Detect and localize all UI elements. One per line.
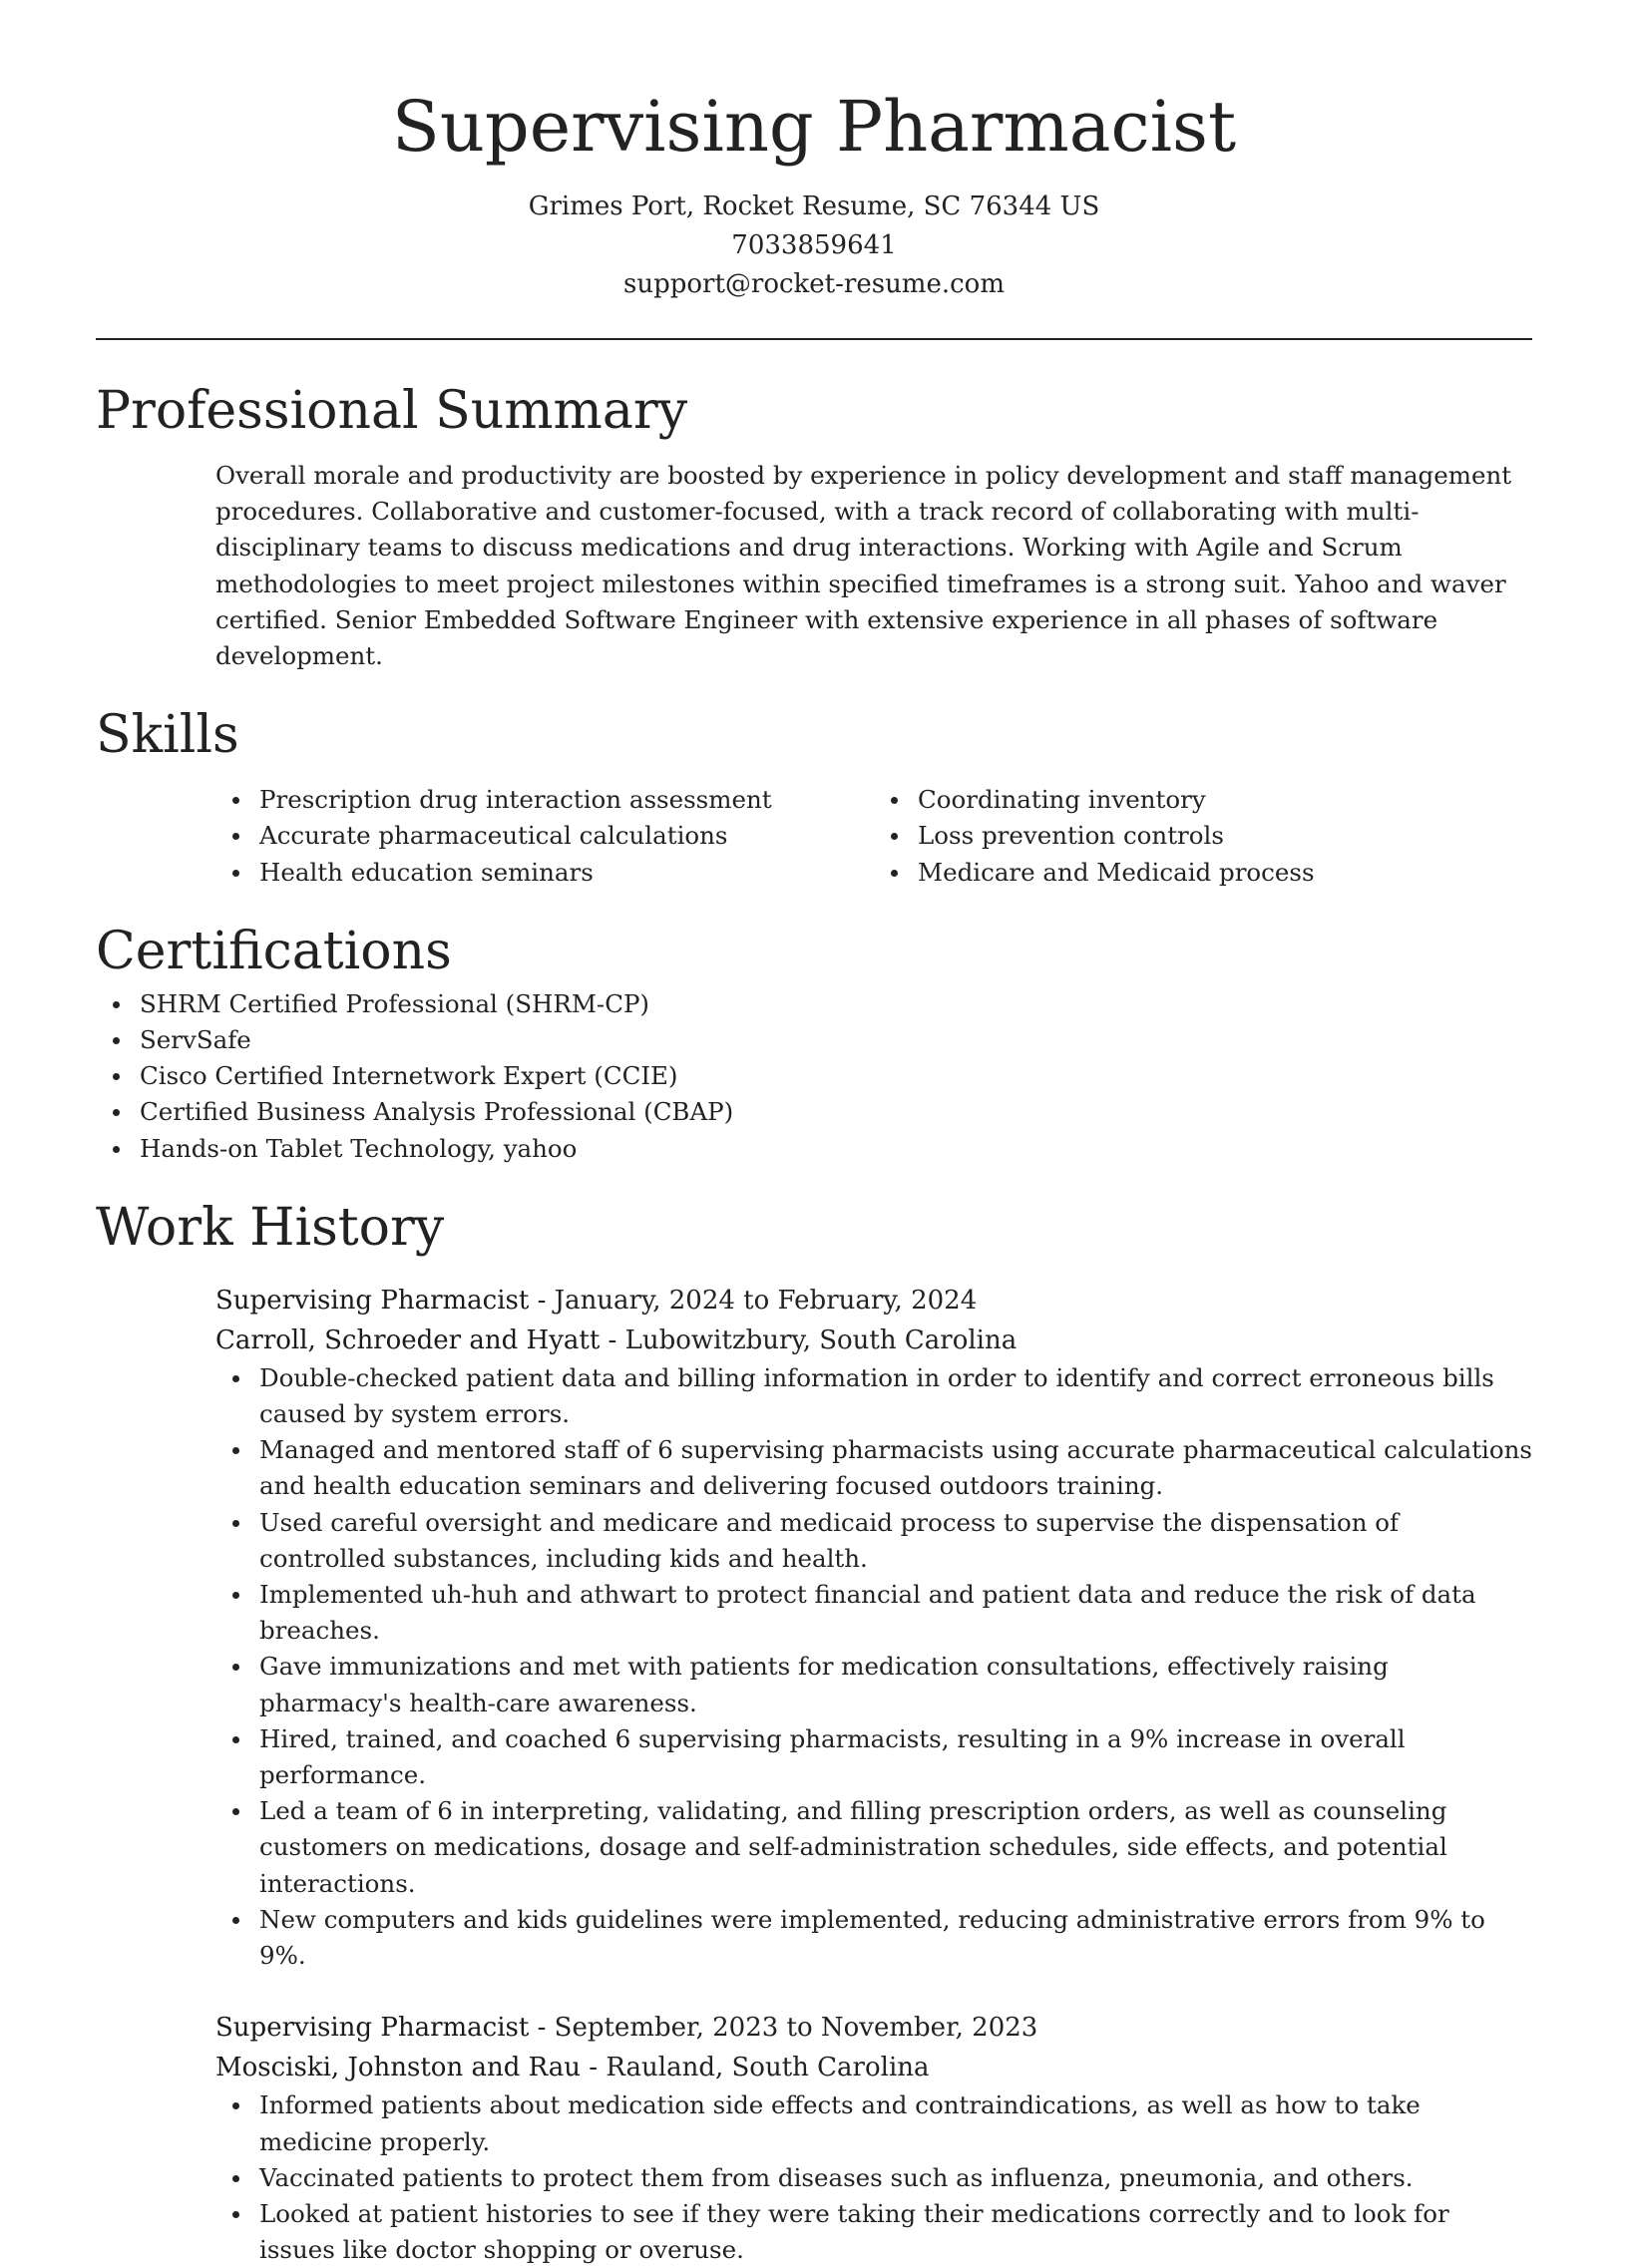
job-bullet: New computers and kids guidelines were implemented, reducing administrative errors from 9% to 9%. xyxy=(259,1902,1532,1974)
job-role: Supervising Pharmacist xyxy=(215,1285,530,1316)
certifications-list xyxy=(96,986,1532,1167)
skills-heading: Skills xyxy=(96,705,239,766)
contact-info xyxy=(96,188,1532,304)
skill-item: Medicare and Medicaid process xyxy=(918,855,1532,891)
job-bullet: Vaccinated patients to protect them from diseases such as influenza, pneumonia, and others. xyxy=(259,2160,1532,2196)
skills-list-right xyxy=(874,782,1532,891)
job-company: Carroll, Schroeder and Hyatt xyxy=(215,1324,601,1355)
work-history-section xyxy=(96,1193,1532,2268)
job-bullet: Double-checked patient data and billing information in order to identify and correct erroneous bills caused by system errors. xyxy=(259,1360,1532,1432)
job-entry xyxy=(215,2008,1532,2268)
contact-email: support@rocket-resume.com xyxy=(622,269,1005,299)
certification-item: ServSafe xyxy=(140,1022,1532,1058)
certifications-heading: Certifications xyxy=(96,921,452,981)
certification-item: Cisco Certified Internetwork Expert (CCIE) xyxy=(140,1058,1532,1094)
job-bullet: Managed and mentored staff of 6 supervising pharmacists using accurate pharmaceutical calculations and health education seminars and delivering focused outdoors training. xyxy=(259,1432,1532,1504)
job-role: Supervising Pharmacist xyxy=(215,2013,530,2044)
job-dates: - January, 2024 to February, 2024 xyxy=(529,1285,978,1316)
job-location: - Rauland, South Carolina xyxy=(581,2053,930,2083)
summary-heading: Professional Summary xyxy=(96,381,688,441)
header-divider xyxy=(96,338,1532,340)
job-title-line xyxy=(215,2008,1532,2048)
certification-item: Certified Business Analysis Professional (CBAP) xyxy=(140,1094,1532,1130)
skills-section xyxy=(96,700,1532,891)
certifications-section xyxy=(96,917,1532,1167)
job-company-line xyxy=(215,1321,1532,1360)
skill-item: Loss prevention controls xyxy=(918,818,1532,854)
job-bullet: Used careful oversight and medicare and medicaid process to supervise the dispensation of controlled substances, including kids and health. xyxy=(259,1505,1532,1577)
job-bullet: Informed patients about medication side effects and contraindications, as well as how to take medicine properly. xyxy=(259,2087,1532,2159)
job-dates: - September, 2023 to November, 2023 xyxy=(529,2013,1038,2044)
skill-item: Health education seminars xyxy=(259,855,874,891)
job-title-line xyxy=(215,1281,1532,1321)
job-location: - Lubowitzbury, South Carolina xyxy=(600,1324,1018,1355)
resume-header xyxy=(96,0,1532,304)
job-bullet: Implemented uh-huh and athwart to protect financial and patient data and reduce the risk of data breaches. xyxy=(259,1577,1532,1649)
certification-item: SHRM Certified Professional (SHRM-CP) xyxy=(140,986,1532,1022)
skill-item: Accurate pharmaceutical calculations xyxy=(259,818,874,854)
contact-address: Grimes Port, Rocket Resume, SC 76344 US xyxy=(528,191,1100,221)
job-company-line xyxy=(215,2048,1532,2087)
work-history-heading: Work History xyxy=(96,1197,445,1258)
contact-phone: 7033859641 xyxy=(731,230,897,260)
skill-item: Coordinating inventory xyxy=(918,782,1532,818)
job-bullet: Looked at patient histories to see if they were taking their medications correctly and to look for issues like doctor shopping or overuse. xyxy=(259,2196,1532,2268)
job-company: Mosciski, Johnston and Rau xyxy=(215,2053,582,2083)
job-bullet: Led a team of 6 in interpreting, validating, and filling prescription orders, as well as counseling customers on medications, dosage and self-administration schedules, side effects, and potential interactions. xyxy=(259,1793,1532,1902)
job-bullet: Gave immunizations and met with patients for medication consultations, effectively raising pharmacy's health-care awareness. xyxy=(259,1649,1532,1720)
summary-section xyxy=(96,376,1532,674)
job-bullets xyxy=(215,2087,1532,2268)
summary-text: Overall morale and productivity are boosted by experience in policy development and staff management procedures. Collaborative and customer-focused, with a track record of collaborating with multi-disciplinary teams to discuss medications and drug interactions. Working with Agile and Scrum methodologies to meet project milestones within specified timeframes is a strong suit. Yahoo and waver certified. Senior Embedded Software Engineer with extensive experience in all phases of software development. xyxy=(215,461,1512,671)
certification-item: Hands-on Tablet Technology, yahoo xyxy=(140,1131,1532,1167)
skill-item: Prescription drug interaction assessment xyxy=(259,782,874,818)
job-bullet: Hired, trained, and coached 6 supervising pharmacists, resulting in a 9% increase in overall performance. xyxy=(259,1721,1532,1793)
skills-columns xyxy=(215,782,1532,891)
job-entry xyxy=(215,1281,1532,1974)
skills-list-left xyxy=(215,782,874,891)
candidate-name: Supervising Pharmacist xyxy=(391,86,1237,168)
job-bullets xyxy=(215,1360,1532,1974)
